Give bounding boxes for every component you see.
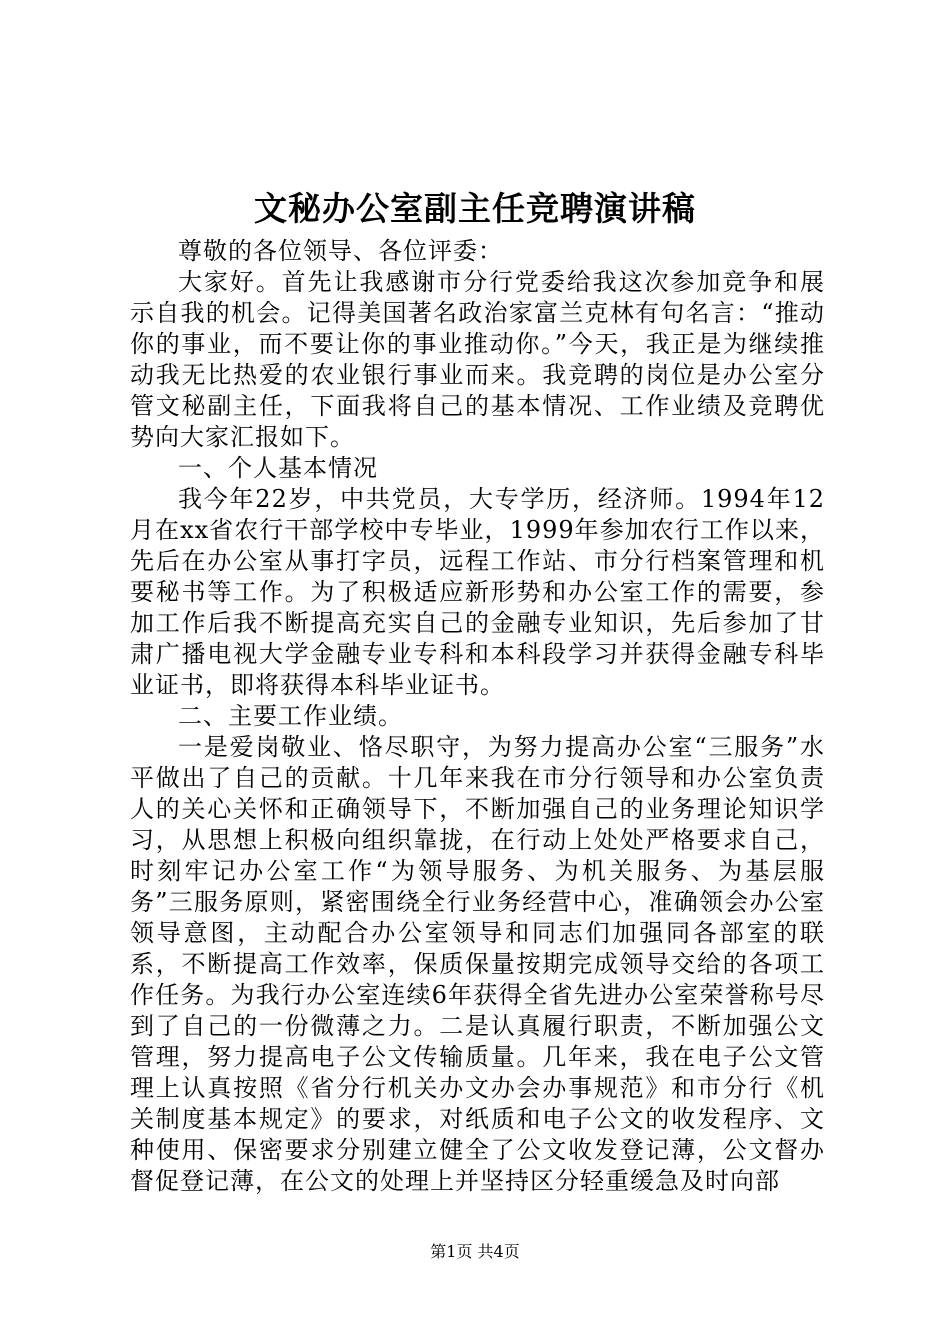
body-paragraph: 大家好。首先让我感谢市分行党委给我这次参加竞争和展示自我的机会。记得美国著名政治家富兰克林有句名言：“推动你的事业，而不要让你的事业推动你。”今天，我正是为继续推动我无比热爱的农业银行事业而来。我竞聘的岗位是办公室分管文秘副主任，下面我将自己的基本情况、工作业绩及竞聘优势向大家汇报如下。 — [130, 268, 825, 451]
salutation-paragraph: 尊敬的各位领导、各位评委： — [178, 237, 503, 265]
page-number-footer: 第1页 共4页 — [430, 1242, 520, 1261]
document-body — [130, 236, 825, 1197]
body-paragraph: 一是爱岗敬业、恪尽职守，为努力提高办公室“三服务”水平做出了自己的贡献。十几年来我在市分行领导和办公室负责人的关心关怀和正确领导下，不断加强自己的业务理论知识学习，从思想上积极向组织靠拢，在行动上处处严格要求自己，时刻牢记办公室工作“为领导服务、为机关服务、为基层服务”三服务原则，紧密围绕全行业务经营中心，准确领会办公室领导意图，主动配合办公室领导和同志们加强同各部室的联系，不断提高工作效率，保质保量按期完成领导交给的各项工作任务。为我行办公室连续6年获得全省先进办公室荣誉称号尽到了自己的一份微薄之力。二是认真履行职责，不断加强公文管理，努力提高电子公文传输质量。几年来，我在电子公文管理上认真按照《省分行机关办文办会办事规范》和市分行《机关制度基本规定》的要求，对纸质和电子公文的收发程序、文种使用、保密要求分别建立健全了公文收发登记薄，公文督办督促登记薄，在公文的处理上并坚持区分轻重缓急及时向部 — [130, 733, 825, 1195]
document-title: 文秘办公室副主任竞聘演讲稿 — [254, 189, 696, 228]
section-heading: 一、个人基本情况 — [178, 454, 378, 482]
body-paragraph: 我今年22岁，中共党员，大专学历，经济师。1994年12月在xx省农行干部学校中专毕业，1999年参加农行工作以来，先后在办公室从事打字员，远程工作站、市分行档案管理和机要秘书等工作。为了积极适应新形势和办公室工作的需要，参加工作后我不断提高充实自己的金融专业知识，先后参加了甘肃广播电视大学金融专业专科和本科段学习并获得金融专科毕业证书，即将获得本科毕业证书。 — [130, 485, 825, 699]
section-heading: 二、主要工作业绩。 — [178, 702, 403, 730]
